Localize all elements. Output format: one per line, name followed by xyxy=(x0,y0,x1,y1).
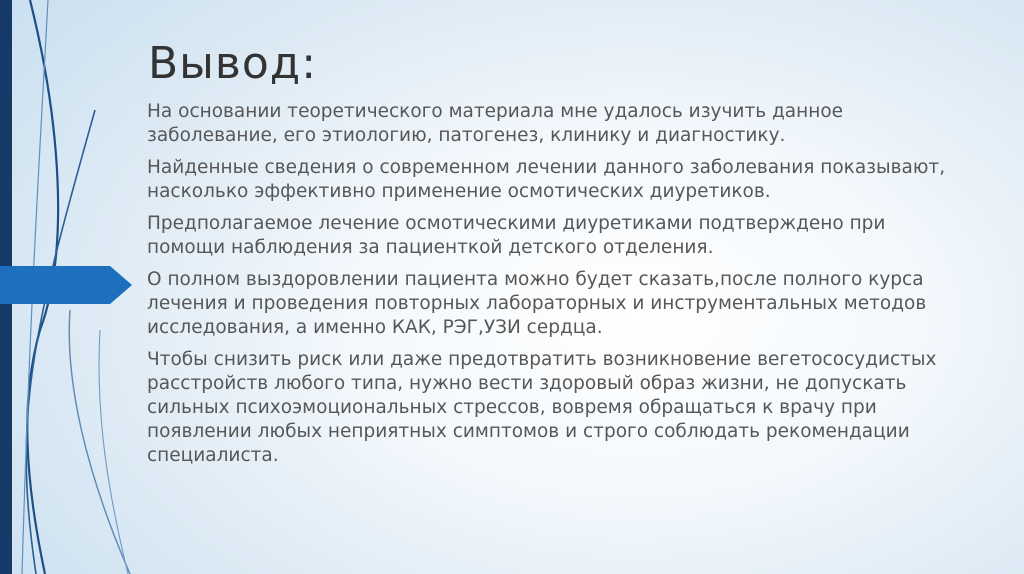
body-paragraph: О полном выздоровлении пациента можно будет сказать,после полного курса лечения и проведения повторных лабораторных и инструментальных методов исследования, а именно КАК, РЭГ,УЗИ сердца. xyxy=(147,269,927,338)
arrow-shape xyxy=(0,266,132,304)
body-paragraph: На основании теоретического материала мне удалось изучить данное заболевание, его этиологию, патогенез, клинику и диагностику. xyxy=(147,101,844,146)
body-paragraph: Найденные сведения о современном лечении данного заболевания показывают, насколько эффективно применение осмотических диуретиков. xyxy=(147,157,946,202)
decorative-curves xyxy=(0,0,140,574)
slide-title: Вывод: xyxy=(148,38,318,89)
body-paragraph: Чтобы снизить риск или даже предотвратить возникновение вегетососудистых расстройств любого типа, нужно вести здоровый образ жизни, не допускать сильных психоэмоциональных стрессов, вовремя обращаться к врачу при появлении любых неприятных симптомов и строго соблюдать рекомендации специалиста. xyxy=(147,349,937,466)
slide-body xyxy=(147,100,967,476)
decorative-curve xyxy=(99,330,128,574)
decorative-curve xyxy=(26,110,95,574)
body-paragraph: Предполагаемое лечение осмотическими диуретиками подтверждено при помощи наблюдения за пациенткой детского отделения. xyxy=(147,213,886,258)
